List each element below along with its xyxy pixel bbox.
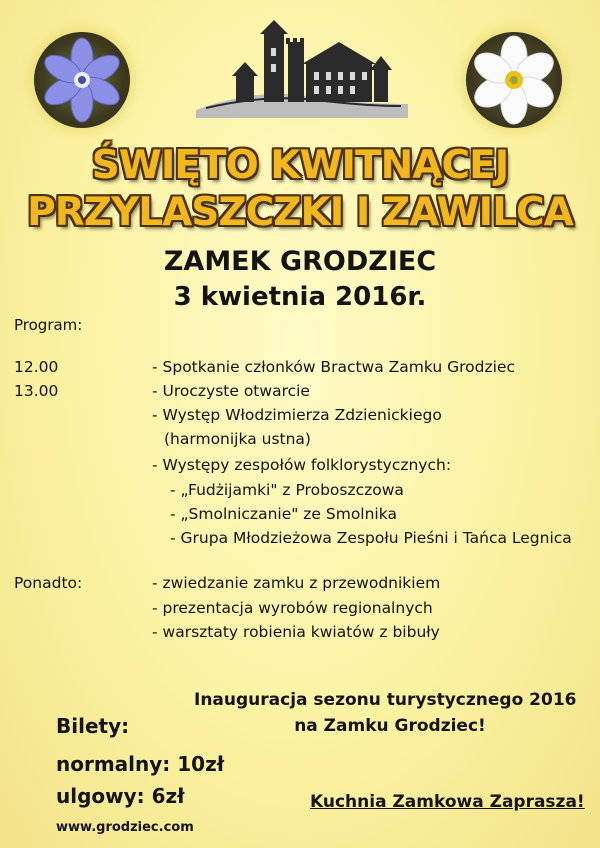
venue-title: ZAMEK GRODZIEC (163, 246, 437, 277)
event-date: 3 kwietnia 2016r. (173, 282, 427, 312)
event-title-line1: ŚWIĘTO KWITNĄCEJ (91, 143, 509, 188)
website-link[interactable]: www.grodziec.com (56, 820, 194, 835)
program-item: - Występ Włodzimierza Zdzienickiego (152, 406, 442, 424)
program-label: Program: (14, 316, 83, 334)
kitchen-invitation: Kuchnia Zamkowa Zaprasza! (310, 792, 585, 812)
extras-label: Ponadto: (14, 574, 83, 592)
castle-logo (196, 18, 408, 118)
program-subitem: - Grupa Młodzieżowa Zespołu Pieśni i Tańca Legnica (170, 529, 572, 547)
tickets-label: Bilety: (56, 714, 130, 738)
anemone-flower-image (466, 32, 562, 128)
program-time: 13.00 (14, 382, 59, 400)
program-subitem: - „Smolniczanie" ze Smolnika (170, 505, 397, 523)
hepatica-flower-image (34, 32, 130, 128)
program-subitem: - „Fudżijamki" z Proboszczowa (170, 481, 404, 499)
inauguration-line1: Inauguracja sezonu turystycznego 2016 (194, 690, 577, 710)
extras-item: - prezentacja wyrobów regionalnych (152, 599, 433, 617)
program-item: - Uroczyste otwarcie (152, 382, 310, 400)
program-item: (harmonijka ustna) (164, 430, 311, 448)
program-item: - Spotkanie członków Bractwa Zamku Grodziec (152, 358, 515, 376)
extras-item: - warsztaty robienia kwiatów z bibuły (152, 623, 440, 641)
ticket-normal-price: normalny: 10zł (56, 752, 225, 776)
program-time: 12.00 (14, 358, 59, 376)
program-item: - Występy zespołów folklorystycznych: (152, 456, 452, 474)
ticket-reduced-price: ulgowy: 6zł (56, 784, 185, 808)
inauguration-line2: na Zamku Grodziec! (294, 716, 486, 736)
event-title-line2: PRZYLASZCZKI I ZAWILCA (27, 190, 573, 235)
extras-item: - zwiedzanie zamku z przewodnikiem (152, 574, 441, 592)
